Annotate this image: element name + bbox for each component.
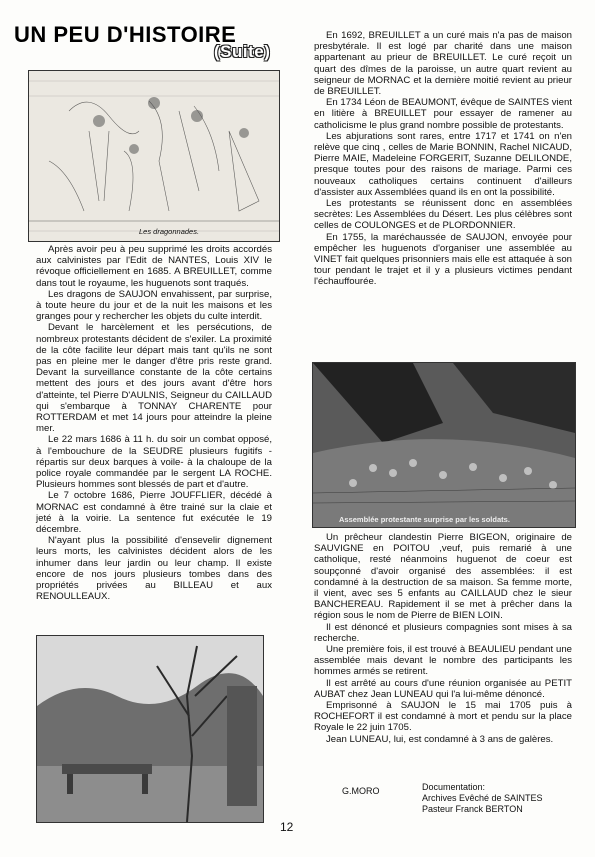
author-signature: G.MORO xyxy=(342,786,380,796)
left-column-text xyxy=(36,244,272,603)
paragraph: Le 22 mars 1686 à 11 h. du soir un combat opposé, à l'embouchure de la SEUDRE plusieurs fugitifs -répartis sur deux barques à voile- à la chaloupe de la police royale commandée par le sergent LA ROCHE. Plusieurs hommes sont blessés de part et d'autre. xyxy=(36,434,272,491)
assemblee-illustration xyxy=(313,363,575,527)
paragraph: Les abjurations sont rares, entre 1717 et 1741 on n'en relève que cinq , celles de Marie BONNIN, Rachel NICAUD, Pierre MAIE, Madeleine FORGERIT, Suzanne DELILONDE, presque toutes pour des raisons de mariage. Parmi ces nouveaux catholiques certains continuent d'ailleurs d'assister aux Assemblées quand ils en ont la possibilité. xyxy=(314,130,572,198)
tombs-photo xyxy=(36,635,264,823)
documentation-source: Archives Evêché de SAINTES xyxy=(422,793,543,803)
paragraph: Devant le harcèlement et les persécutions, de nombreux protestants décident de s'exiler. La proximité de la côte facilite leur départ mais tant qu'ils ne sont pas en pleine mer le danger d'être pris reste grand. Devant la surveillance constante de la côte certains mettent des jours et des jours avant d'être hors d'atteinte, tel Pierre D'AULNIS, Seigneur du CAILLAUD qui s'embarque à TONNAY CHARENTE pour ROTTERDAM et met 14 jours pour atteindre la pleine mer. xyxy=(36,322,272,435)
tombs-illustration xyxy=(37,636,263,822)
paragraph: Un prêcheur clandestin Pierre BIGEON, originaire de SAUVIGNE en POITOU ,veuf, puis remarié à une catholique, resté néanmoins huguenot de coeur est soupçonné d'avoir organisé des assemblées: il est condamné à la destruction de sa maison. Sa femme morte, il vient, avec ses 5 enfants au CAILLAUD chez le sieur BANCHEREAU. Rapidement il se met à prêcher dans la région sous le nom de Pierre de BIEN LOIN. xyxy=(314,532,572,622)
paragraph: Une première fois, il est trouvé à BEAULIEU pendant une assemblée mais devant le nombre des participants les hommes armés se retirent. xyxy=(314,644,572,678)
paragraph: Le 7 octobre 1686, Pierre JOUFFLIER, décédé à MORNAC est condamné à être trainé sur la claie et jeté à la voirie. La sentence fut exécutée le 19 décembre. xyxy=(36,490,272,536)
paragraph: Il est dénoncé et plusieurs compagnies sont mises à sa recherche. xyxy=(314,621,572,644)
paragraph: Jean LUNEAU, lui, est condamné à 3 ans de galères. xyxy=(326,733,554,745)
page-title: UN PEU D'HISTOIRE xyxy=(14,22,237,47)
paragraph: Il est arrêté au cours d'une réunion organisée au PETIT AUBAT chez Jean LUNEAU qui l'a lui-même dénoncé. xyxy=(314,677,572,700)
paragraph: En 1755, la maréchaussée de SAUJON, envoyée pour empêcher les huguenots d'organiser une assemblée au VINET fait quelques prisonniers mais elle est attaquée à son tour pendant le trajet et il y a plusieurs victimes pendant l'échauffourée. xyxy=(314,231,572,288)
page-subtitle: (Suite) xyxy=(214,42,271,61)
paragraph: Les dragons de SAUJON envahissent, par surprise, à toute heure du jour et de la nuit les maisons et les granges pour y rechercher les objets du culte interdit. xyxy=(36,288,272,323)
page-number: 12 xyxy=(280,820,294,834)
paragraph: En 1734 Léon de BEAUMONT, évêque de SAINTES vient en litière à BREUILLET pour essayer de ramener au catholicisme le plus grand nombre possible de protestants. xyxy=(314,97,572,131)
dragonnades-caption: Les dragonnades. xyxy=(139,227,200,236)
right-column-text-top xyxy=(314,30,572,288)
paragraph: Après avoir peu à peu supprimé les droits accordés aux calvinistes par l'Edit de NANTES, Louis XIV le révoque officiellement en 1685. A BREUILLET, comme dans tout le royaume, les huguenots sont traqués. xyxy=(36,244,272,289)
paragraph: Les protestants se réunissent donc en assemblées secrètes: Les Assemblées du Désert. Les plus célèbres sont celles de COULONGES et de PLORDONNIER. xyxy=(314,198,572,232)
dragonnades-engraving xyxy=(28,70,280,242)
assemblee-caption: Assemblée protestante surprise par les soldats. xyxy=(339,515,510,524)
paragraph: En 1692, BREUILLET a un curé mais n'a pas de maison presbytérale. Il est logé par charité dans une maison appartenant au prieur de BREUILLET. Le curé reçoit un quart des dîmes de la paroisse, un autre quart revient au seigneur de MORNAC et la dernière moitié revient au prieur de BREUILLET. xyxy=(314,30,572,98)
documentation-heading: Documentation: xyxy=(422,782,486,792)
paragraph: N'ayant plus la possibilité d'ensevelir dignement leurs morts, les calvinistes décident alors de les inhumer dans leur jardin ou leur champ. Il existe encore de nos jours plusieurs tombes dans des propriétés privées au BILLEAU et aux RENOULLEAUX. xyxy=(36,535,272,603)
assemblee-engraving xyxy=(312,362,576,528)
dragonnades-illustration xyxy=(29,71,279,241)
documentation-block xyxy=(422,782,543,815)
paragraph: Emprisonné à SAUJON le 15 mai 1705 puis à ROCHEFORT il est condamné à mort et pendu sur la place Royale le 22 juin 1705. xyxy=(314,700,572,734)
documentation-source: Pasteur Franck BERTON xyxy=(422,804,523,814)
right-column-text-bottom xyxy=(314,532,572,745)
